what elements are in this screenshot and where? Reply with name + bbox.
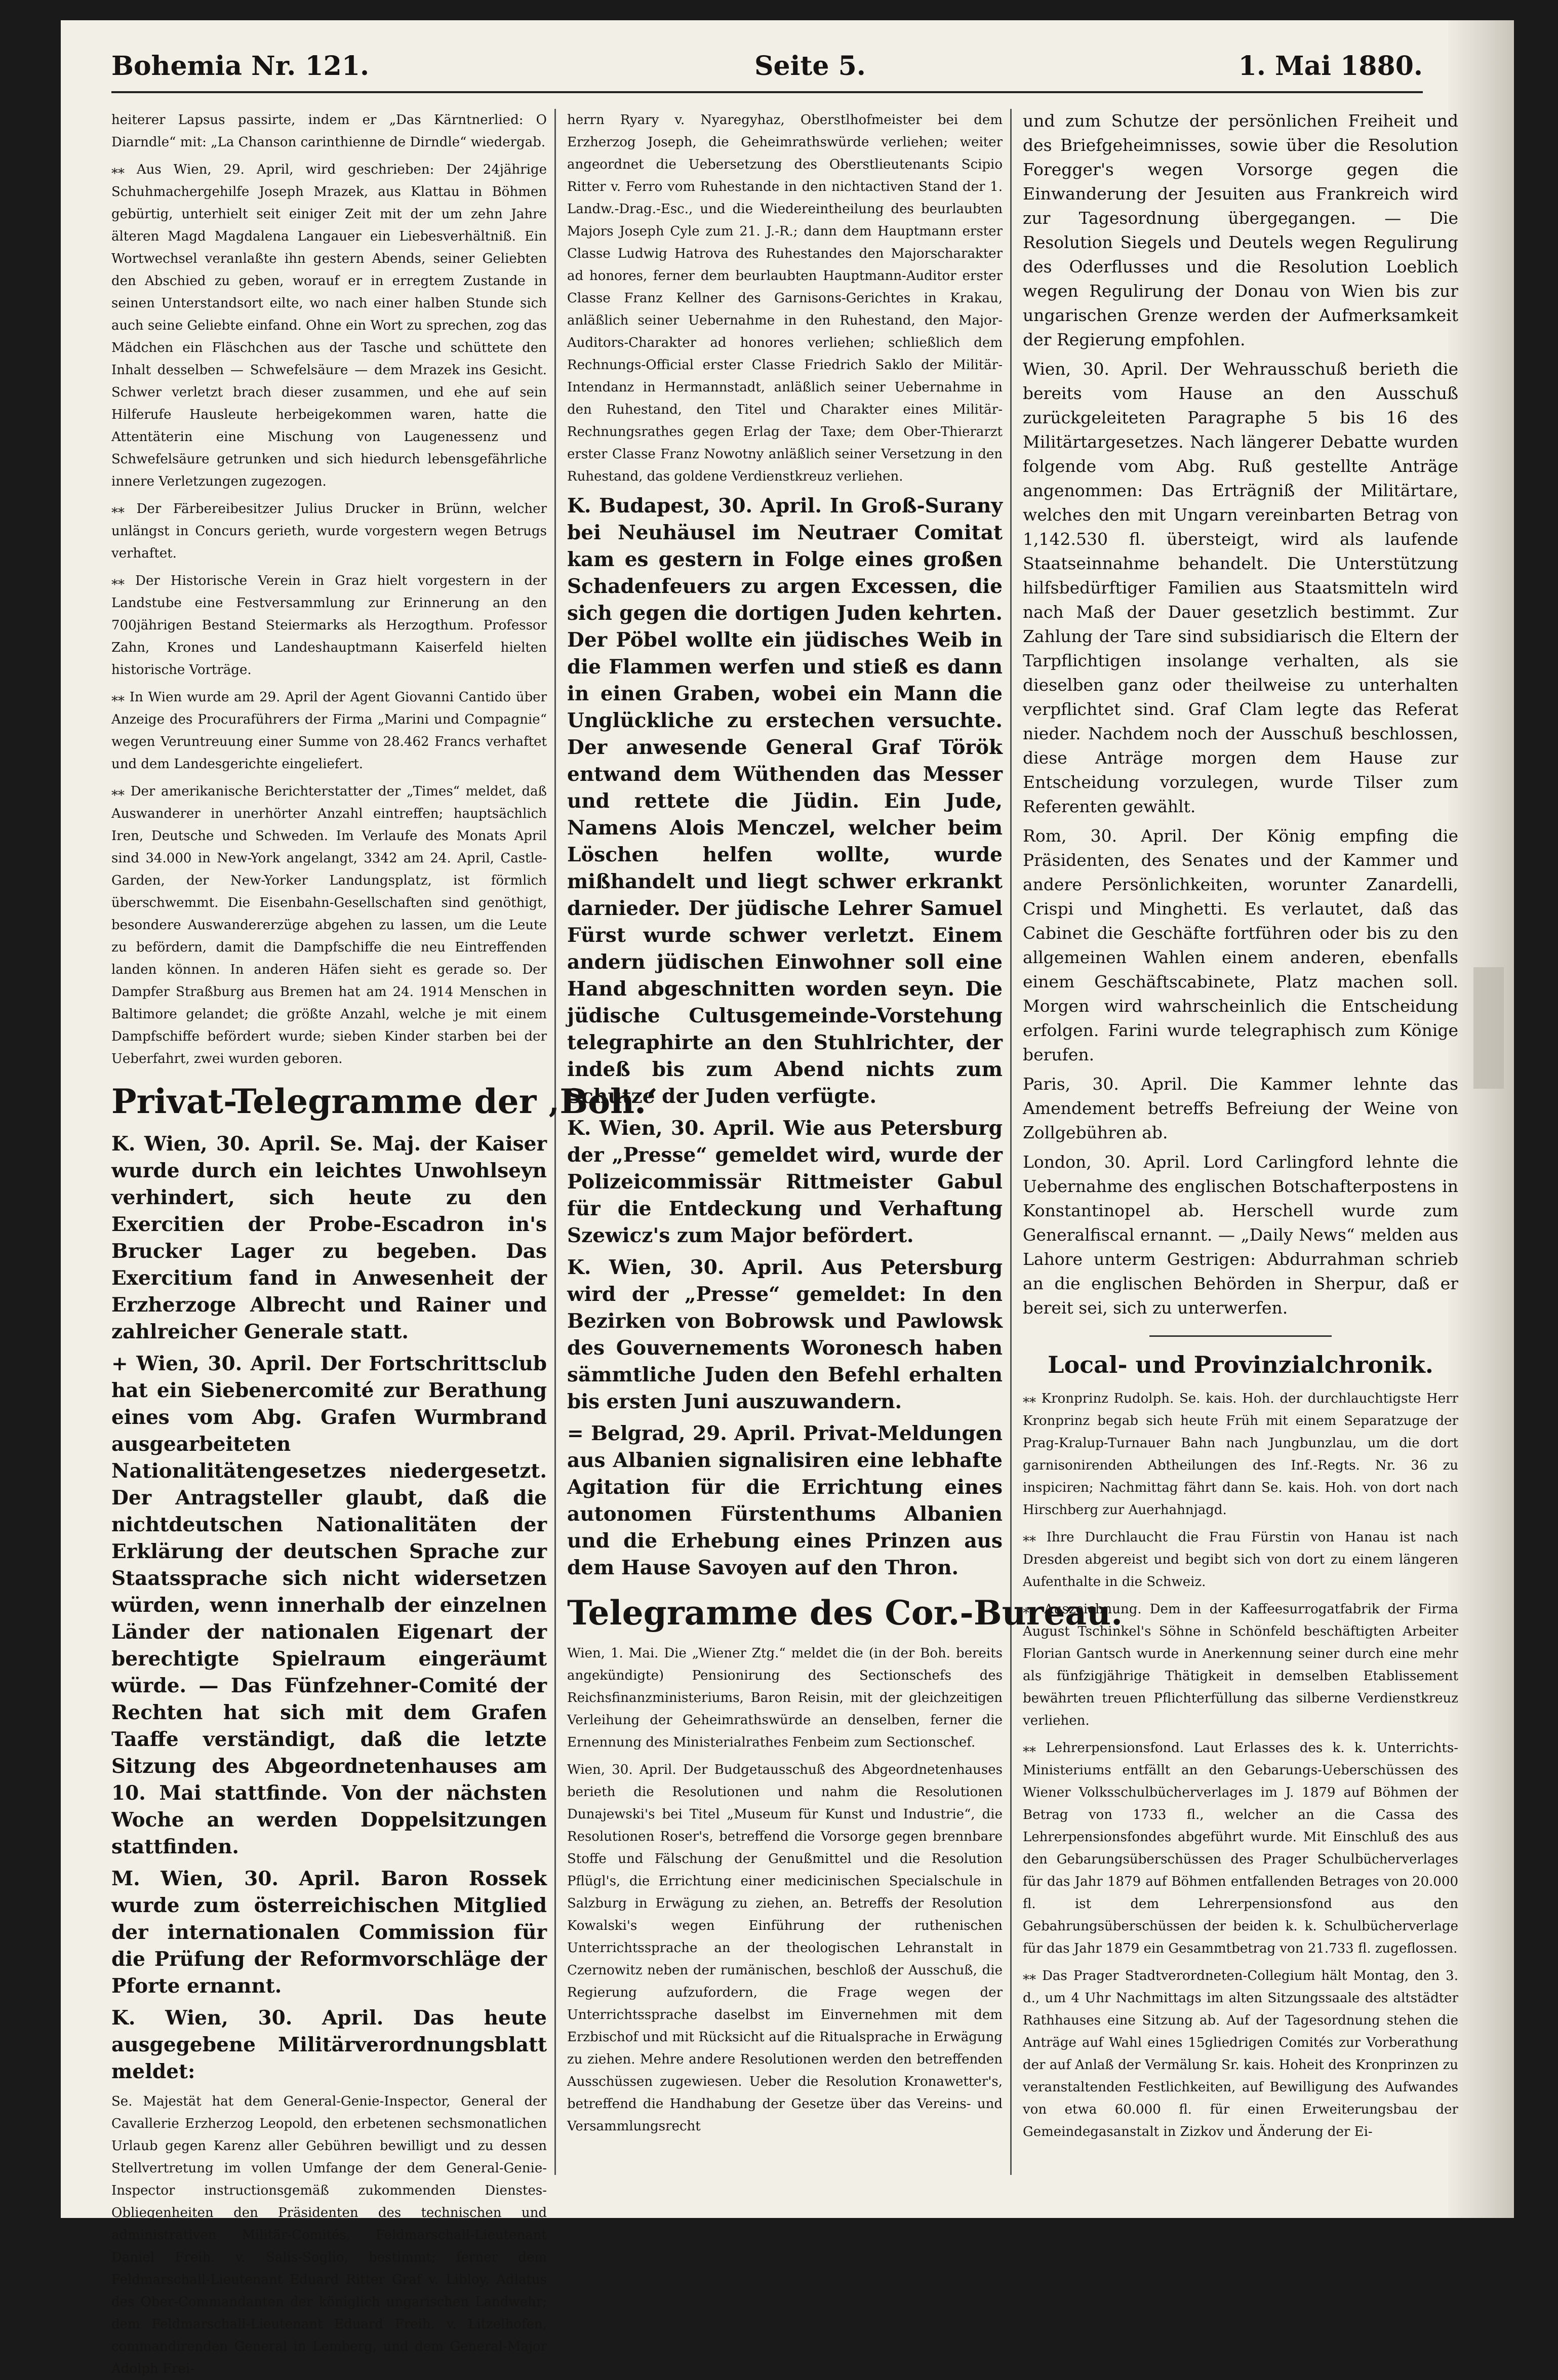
newspaper-page: [61, 20, 1514, 2376]
article-paragraph: heiterer Lapsus passirte, indem er „Das Kärntnerlied: O Diarndle“ mit: „La Chanson carinthienne de Dirndle“ wiedergab.: [111, 112, 547, 150]
column-3: [1023, 109, 1458, 2185]
article-paragraph: Paris, 30. April. Die Kammer lehnte das Amendement betreffs Befreiung der Weine von Zollgebühren ab.: [1023, 1074, 1458, 1142]
article-paragraph: Rom, 30. April. Der König empfing die Präsidenten, des Senates und der Kammer und andere Persönlichkeiten, worunter Zanardelli, Crispi und Minghetti. Es verlautet, daß das Cabinet die Geschäfte fortführen oder bis zu den allgemeinen Wahlen einem anderen, ebenfalls einem Geschäftscabinete, Platz machen soll. Morgen wird wahrscheinlich die Entscheidung erfolgen. Farini wurde telegraphisch zum Könige berufen.: [1023, 826, 1458, 1064]
paper-stain: [1473, 967, 1504, 1089]
telegram-paragraph: M. Wien, 30. April. Baron Rossek wurde zum österreichischen Mitglied der internationalen Commission für die Prüfung der Reformvorschläge der Pforte ernannt.: [111, 1867, 547, 1998]
article-paragraph: herrn Ryary v. Nyaregyhaz, Oberstlhofmeister bei dem Erzherzog Joseph, die Geheimrathswürde verliehen; weiter angeordnet die Uebersetzung des Oberstlieutenants Scipio Ritter v. Ferro vom Ruhestande in den nichtactiven Stand der 1. Landw.-Drag.-Esc., und die Wiedereintheilung des beurlaubten Majors Joseph Cyle zum 21. J.-R.; dann dem Hauptmann erster Classe Ludwig Hatrova des Ruhestandes den Majorscharakter ad honores, ferner dem beurlaubten Hauptmann-Auditor erster Classe Franz Kellner des Garnisons-Gerichtes in Krakau, anläßlich seiner Uebernahme in den Ruhestand, den Major-Auditors-Charakter ad honores verliehen; schließlich dem Rechnungs-Official erster Classe Friedrich Saklo der Militär-Intendanz in Hermannstadt, anläßlich seiner Uebernahme in den Ruhestand, den Titel und Charakter eines Militär-Rechnungsrathes gegen Erlag der Taxe; dem Ober-Thierarzt erster Classe Franz Nowotny anläßlich seiner Versetzung in den Ruhestand, das goldene Verdienstkreuz verliehen.: [567, 112, 1003, 484]
article-paragraph: ⁎⁎ Der amerikanische Berichterstatter der „Times“ meldet, daß Auswanderer in unerhörter Anzahl eintreffen; hauptsächlich Iren, Deutsche und Schweden. Im Verlaufe des Monats April sind 34.000 in New-York angelangt, 3342 am 24. April, Castle-Garden, der New-Yorker Landungsplatz, ist förmlich überschwemmt. Die Eisenbahn-Gesellschaften sind genöthigt, besondere Auswandererzüge abgehen zu lassen, um die Leute zu befördern, damit die Dampfschiffe die neu Eintreffenden landen können. In anderen Häfen sieht es gerade so. Der Dampfer Straßburg aus Bremen hat am 24. 1914 Menschen in Baltimore gelandet; die größte Anzahl, welche je mit einem Dampfschiffe befördert wurde; sieben Kinder starben bei der Ueberfahrt, zwei wurden geboren.: [111, 784, 547, 1066]
article-paragraph: Wien, 30. April. Der Wehrausschuß berieth die bereits vom Hause an den Ausschuß zurückgeleiteten Paragraphe 5 bis 16 des Militärtargesetzes. Nach längerer Debatte wurden folgende vom Abg. Ruß gestellte Anträge angenommen: Das Erträgniß der Militärtare, welches den mit Ungarn vereinbarten Betrag von 1,142.530 fl. übersteigt, wird als laufende Staatseinnahme behandelt. Die Unterstützung hilfsbedürftiger Familien aus Staatsmitteln wird nach Maß der Dauer gesetzlich bestimmt. Zur Zahlung der Tare sind subsidiarisch die Eltern der Tarpflichtigen insolange verhalten, als sie dieselben ganz oder theilweise zu unterhalten verpflichtet sind. Graf Clam legte das Referat nieder. Nachdem noch der Ausschuß beschlossen, diese Anträge morgen dem Hause zur Entscheidung vorzulegen, wurde Tilser zum Referenten gewählt.: [1023, 359, 1458, 816]
article-paragraph: Wien, 30. April. Der Budgetausschuß des Abgeordnetenhauses berieth die Resolutionen und nahm die Resolutionen Dunajewski's bei Titel „Museum für Kunst und Industrie“, die Resolutionen Roser's, betreffend die Vorsorge gegen brennbare Stoffe und Fälschung der Genußmittel und die Resolution Pflügl's, die Errichtung einer medicinischen Specialschule in Salzburg in Erwägung zu ziehen, an. Betreffs der Resolution Kowalski's wegen Einführung der ruthenischen Unterrichtssprache an der theologischen Lehranstalt in Czernowitz neben der rumänischen, beschloß der Ausschuß, die Regierung aufzufordern, die Frage wegen der Unterrichtssprache daselbst im Einvernehmen mit dem Erzbischof und mit Rücksicht auf die Ritualsprache in Erwägung zu ziehen. Mehre andere Resolutionen werden den betreffenden Ausschüssen zugewiesen. Ueber die Resolution Kronawetter's, betreffend die Handhabung der Gesetze über das Vereins- und Versammlungsrecht: [567, 1762, 1003, 2134]
masthead-issue: Bohemia Nr. 121.: [111, 51, 370, 82]
telegram-paragraph: = Belgrad, 29. April. Privat-Meldungen aus Albanien signalisiren eine lebhafte Agitation für die Errichtung eines autonomen Fürstenthums Albanien und die Erhebung eines Prinzen aus dem Hause Savoyen auf den Thron.: [567, 1422, 1003, 1579]
telegram-paragraph: K. Wien, 30. April. Aus Petersburg wird der „Presse“ gemeldet: In den Bezirken von Bobrowsk und Pawlowsk des Gouvernements Woronesch haben sämmtliche Juden den Befehl erhalten bis ersten Juni auszuwandern.: [567, 1256, 1003, 1413]
section-separator: [1149, 1335, 1332, 1337]
telegram-paragraph: K. Wien, 30. April. Das heute ausgegebene Militärverordnungsblatt meldet:: [111, 2006, 547, 2083]
article-paragraph: und zum Schutze der persönlichen Freiheit und des Briefgeheimnisses, sowie über die Resolution Foregger's wegen Vorsorge gegen die Einwanderung der Jesuiten aus Frankreich wird zur Tagesordnung übergegangen. — Die Resolution Siegels und Deutels wegen Regulirung des Oderflusses und die Resolution Loeblich wegen Regulirung der Donau von Wien bis zur ungarischen Grenze werden der Aufmerksamkeit der Regierung empfohlen.: [1023, 111, 1458, 349]
page-number: Seite 5.: [754, 51, 866, 82]
article-paragraph: ⁎⁎ Ihre Durchlaucht die Frau Fürstin von Hanau ist nach Dresden abgereist und begibt sich von dort zu einem längeren Aufenthalte in die Schweiz.: [1023, 1530, 1458, 1590]
issue-date: 1. Mai 1880.: [1238, 51, 1423, 82]
article-paragraph: ⁎⁎ Lehrerpensionsfond. Laut Erlasses des k. k. Unterrichts-Ministeriums entfällt an den Gebarungs-Ueberschüssen des Wiener Volksschulbücherverlages im J. 1879 auf Böhmen der Betrag von 1733 fl., welcher an die Cassa des Lehrerpensionsfondes abgeführt wurde. Mit Einschluß des aus den Gebarungsüberschüssen des Prager Schulbücherverlages für das Jahr 1879 auf Böhmen entfallenden Betrages von 20.000 fl. ist dem Lehrerpensionsfond aus den Gebahrungsüberschüssen der beiden k. k. Schulbücherverlage für das Jahr 1879 ein Gesammtbetrag von 21.733 fl. zugeflossen.: [1023, 1740, 1458, 1956]
header-rule: [111, 91, 1423, 93]
telegram-paragraph: K. Budapest, 30. April. In Groß-Surany bei Neuhäusel im Neutraer Comitat kam es gestern in Folge eines großen Schadenfeuers zu argen Excessen, die sich gegen die dortigen Juden kehrten. Der Pöbel wollte ein jüdisches Weib in die Flammen werfen und stieß es dann in einen Graben, wobei ein Mann die Unglückliche zu erstechen versuchte. Der anwesende General Graf Török entwand dem Wüthenden das Messer und rettete die Jüdin. Ein Jude, Namens Alois Menczel, welcher beim Löschen helfen wollte, wurde mißhandelt und liegt schwer erkrankt darnieder. Der jüdische Lehrer Samuel Fürst wurde schwer verletzt. Einem andern jüdischen Einwohner soll eine Hand abgeschnitten worden seyn. Die jüdische Cultusgemeinde-Vorstehung telegraphirte an den Stuhlrichter, der indeß bis zum Abend nichts zum Schutze der Juden verfügte.: [567, 494, 1003, 1108]
telegram-paragraph: K. Wien, 30. April. Se. Maj. der Kaiser wurde durch ein leichtes Unwohlseyn verhindert, sich heute zu den Exercitien der Probe-Escadron in's Brucker Lager zu begeben. Das Exercitium fand in Anwesenheit der Erzherzoge Albrecht und Rainer und zahlreicher Generale statt.: [111, 1132, 547, 1343]
section-heading: Privat-Telegramme der ‚Boh.‘: [111, 1082, 658, 1121]
article-paragraph: ⁎⁎ In Wien wurde am 29. April der Agent Giovanni Cantido über Anzeige des Procuraführers der Firma „Marini und Compagnie“ wegen Veruntreuung einer Summe von 28.462 Francs verhaftet und dem Landesgerichte eingeliefert.: [111, 690, 547, 772]
page-header: [111, 46, 1423, 91]
article-paragraph: ⁎⁎ Das Prager Stadtverordneten-Collegium hält Montag, den 3. d., um 4 Uhr Nachmittags im alten Sitzungssaale des altstädter Rathhauses eine Sitzung ab. Auf der Tagesordnung stehen die Anträge auf Wahl eines 15gliedrigen Comités zur Vorberathung der auf Anlaß der Vermälung Sr. kais. Hoheit des Kronprinzen zu veranstaltenden Festlichkeiten, auf Bewilligung des Aufwandes von etwa 60.000 fl. für einen Erweiterungsbau der Gemeindegasanstalt in Zizkov und Änderung der Ei-: [1023, 1968, 1458, 2139]
article-paragraph: Wien, 1. Mai. Die „Wiener Ztg.“ meldet die (in der Boh. bereits angekündigte) Pensionirung des Sectionschefs des Reichsfinanzministeriums, Baron Reisin, mit der gleichzeitigen Verleihung der Geheimrathswürde an denselben, ferner die Ernennung des Ministerialrathes Fenbeim zum Sectionschef.: [567, 1646, 1003, 1750]
column-divider: [554, 109, 556, 2175]
article-paragraph: ⁎⁎ Aus Wien, 29. April, wird geschrieben: Der 24jährige Schuhmachergehilfe Joseph Mrazek, aus Klattau in Böhmen gebürtig, unterhielt seit einiger Zeit mit der um zehn Jahre älteren Magd Magdalena Langauer ein Liebesverhältniß. Ein Wortwechsel veranlaßte ihn gestern Abends, seiner Geliebten den Abschied zu geben, worauf er in erregtem Zustande in seinen Unterstandsort eilte, wo nach einer halben Stunde sich auch seine Geliebte einfand. Ohne ein Wort zu sprechen, zog das Mädchen ein Fläschchen aus der Tasche und schüttete den Inhalt desselben — Schwefelsäure — dem Mrazek ins Gesicht. Schwer verletzt brach dieser zusammen, und ehe auf sein Hilferufe Hausleute herbeigekommen waren, hatte die Attentäterin eine Mischung von Laugenessenz und Schwefelsäure getrunken und sich hiedurch lebensgefährliche innere Verletzungen zugezogen.: [111, 162, 547, 489]
article-paragraph: ⁎⁎ Der Historische Verein in Graz hielt vorgestern in der Landstube eine Festversammlung zur Erinnerung an den 700jährigen Bestand Steiermarks als Herzogthum. Professor Zahn, Krones und Landeshauptmann Kaiserfeld hielten historische Vorträge.: [111, 573, 547, 678]
telegram-paragraph: K. Wien, 30. April. Wie aus Petersburg der „Presse“ gemeldet wird, wurde der Polizeicommissär Rittmeister Gabul für die Entdeckung und Verhaftung Szewicz's zum Major befördert.: [567, 1117, 1003, 1247]
telegram-paragraph: + Wien, 30. April. Der Fortschrittsclub hat ein Siebenercomité zur Berathung eines vom Abg. Grafen Wurmbrand ausgearbeiteten Nationalitätengesetzes niedergesetzt. Der Antragsteller glaubt, daß die nichtdeutschen Nationalitäten der Erklärung der deutschen Sprache zur Staatssprache sich nicht widersetzen würden, wenn innerhalb der einzelnen Länder der nationalen Eigenart der berechtigte Spielraum eingeräumt würde. — Das Fünfzehner-Comité der Rechten hat sich mit dem Grafen Taaffe verständigt, daß die letzte Sitzung des Abgeordnetenhauses am 10. Mai stattfinde. Von der nächsten Woche an werden Doppelsitzungen stattfinden.: [111, 1352, 547, 1858]
article-paragraph: ⁎⁎ Auszeichnung. Dem in der Kaffeesurrogatfabrik der Firma August Tschinkel's Söhne in Schönfeld beschäftigten Arbeiter Florian Gantsch wurde in Anerkennung seiner durch eine mehr als fünfzigjährige Thätigkeit in demselben Etablissement bewährten treuen Pflichterfüllung das silberne Verdienstkreuz verliehen.: [1023, 1602, 1458, 1728]
article-paragraph: ⁎⁎ Kronprinz Rudolph. Se. kais. Hoh. der durchlauchtigste Herr Kronprinz begab sich heute Früh mit einem Separatzuge der Prag-Kralup-Turnauer Bahn nach Jungbunzlau, um die dort garnisonirenden Abtheilungen des Inf.-Regts. Nr. 36 zu inspiciren; Nachmittag fährt dann Se. kais. Hoh. von dort nach Hirschberg zur Auerhahnjagd.: [1023, 1391, 1458, 1518]
article-paragraph: London, 30. April. Lord Carlingford lehnte die Uebernahme des englischen Botschafterpostens in Konstantinopel ab. Herschell wurde zum Generalfiscal ernannt. — „Daily News“ melden aus Lahore unterm Gestrigen: Abdurrahman schrieb an die englischen Behörden in Sherpur, daß er bereit sei, sich zu unterwerfen.: [1023, 1152, 1458, 1318]
column-2: [567, 109, 1123, 2185]
section-heading: Telegramme des Cor.-Bureau.: [567, 1593, 1123, 1633]
column-divider: [1010, 109, 1012, 2175]
column-1: [111, 109, 658, 2376]
section-heading: Local- und Provinzialchronik.: [1048, 1351, 1433, 1378]
article-paragraph: Se. Majestät hat dem General-Genie-Inspector, General der Cavallerie Erzherzog Leopold, den erbetenen sechsmonatlichen Urlaub gegen Karenz aller Gebühren bewilligt und zu dessen Stellvertretung im vollen Umfange der dem General-Genie-Inspector instructionsgemäß zukommenden Dienstes-Obliegenheiten den Präsidenten des technischen und administrativen Militär-Comités, Feldmarschall-Lieutenant Daniel Freih. v. Salis-Soglio, bestimmt; ferner dem Feldmarschall-Lieutenant Eduard Ritter Graf v. Libloy, Adlatus des Ober-Commandanten der königlich ungarischen Landwehr; dem Feldmarschall-Lieutenant Eduard Freih. v. Litzelhofen, commandirenden General in Lemberg, und dem General-Major Adolph Frei-: [111, 2094, 547, 2376]
article-paragraph: ⁎⁎ Der Färbereibesitzer Julius Drucker in Brünn, welcher unlängst in Concurs gerieth, wurde vorgestern wegen Betrugs verhaftet.: [111, 501, 547, 561]
